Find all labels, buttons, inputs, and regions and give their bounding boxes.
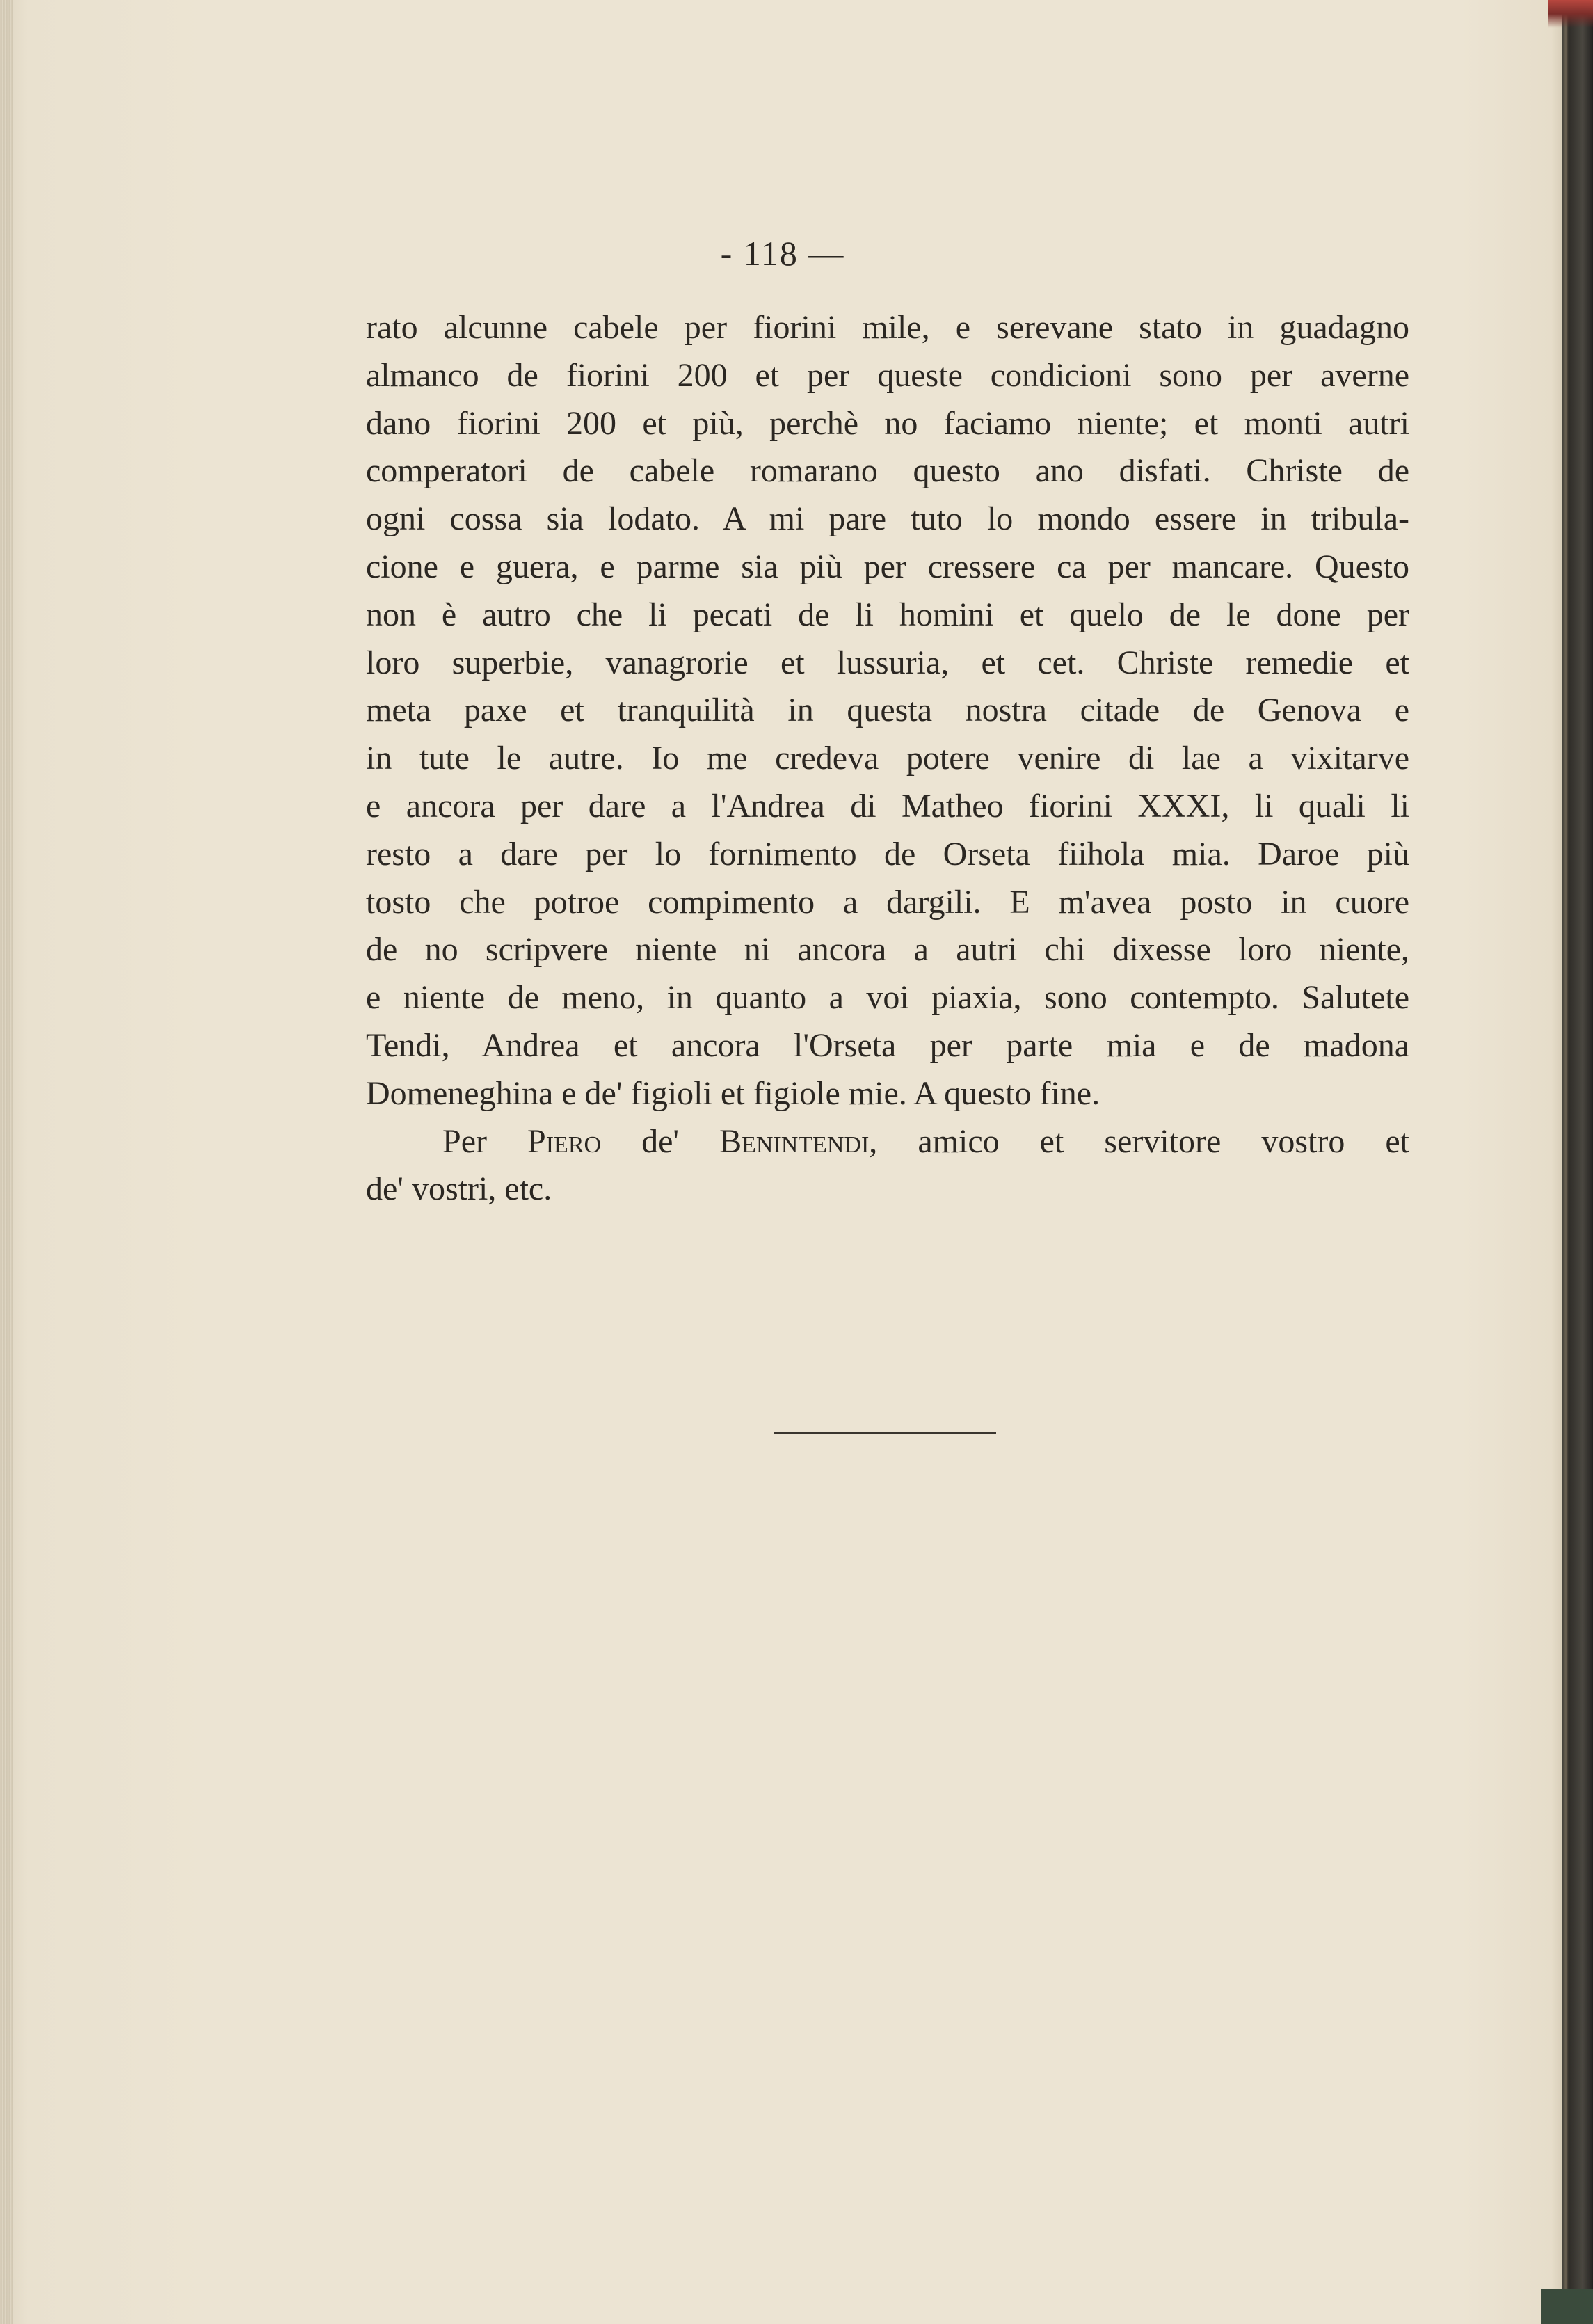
text-line: tosto che potroe compimento a dargili. E m'avea posto in cuore xyxy=(366,883,1409,921)
binding-bottom-corner xyxy=(1541,2289,1593,2324)
text-line: almanco de fiorini 200 et per queste condicioni sono per averne xyxy=(366,356,1409,394)
text-line: in tute le autre. Io me credeva potere venire di lae a vixitarve xyxy=(366,740,1409,777)
signature-second-line: de' vostri, etc. xyxy=(366,1170,552,1208)
text-line: e niente de meno, in quanto a voi piaxia, sono contempto. Salutete xyxy=(366,979,1409,1017)
signature-line xyxy=(366,1118,1409,1166)
binding-corner xyxy=(1548,0,1593,28)
text-line: meta paxe et tranquilità in questa nostra citade de Genova e xyxy=(366,692,1409,729)
text-line: loro superbie, vanagrorie et lussuria, et cet. Christe remedie et xyxy=(366,644,1409,681)
signature-suffix: , amico et servitore vostro et xyxy=(869,1122,1410,1160)
text-line: Tendi, Andrea et ancora l'Orseta per parte mia e de madona xyxy=(366,1026,1409,1064)
text-line: resto a dare per lo fornimento de Orseta fiihola mia. Daroe più xyxy=(366,835,1409,873)
text-line: cione e guera, e parme sia più per cressere ca per mancare. Questo xyxy=(366,548,1409,585)
text-line: comperatori de cabele romarano questo ano disfati. Christe de xyxy=(366,452,1409,490)
body-text xyxy=(366,304,1409,1213)
text-line: non è autro che li pecati de li homini et quelo de le done per xyxy=(366,596,1409,633)
section-divider xyxy=(774,1432,996,1434)
text-line: Domeneghina e de' figioli et figiole mie. A questo fine. xyxy=(366,1074,1100,1112)
signature-middle: de' xyxy=(601,1122,720,1160)
text-line: e ancora per dare a l'Andrea di Matheo fiorini XXXI, li quali li xyxy=(366,787,1409,825)
text-line: ogni cossa sia lodato. A mi pare tuto lo mondo essere in tribula- xyxy=(366,500,1409,538)
page-number: - 118 — xyxy=(720,234,845,273)
book-binding xyxy=(1562,0,1593,2324)
text-line: rato alcunne cabele per fiorini mile, e serevane stato in guadagno xyxy=(366,309,1409,346)
left-page-edge xyxy=(0,0,13,2324)
signature-surname: Benintendi xyxy=(719,1122,870,1160)
signature-first-name: Piero xyxy=(527,1122,602,1160)
signature-prefix: Per xyxy=(442,1122,528,1160)
text-line: dano fiorini 200 et più, perchè no faciamo niente; et monti autri xyxy=(366,404,1409,442)
text-line: de no scripvere niente ni ancora a autri chi dixesse loro niente, xyxy=(366,931,1409,969)
